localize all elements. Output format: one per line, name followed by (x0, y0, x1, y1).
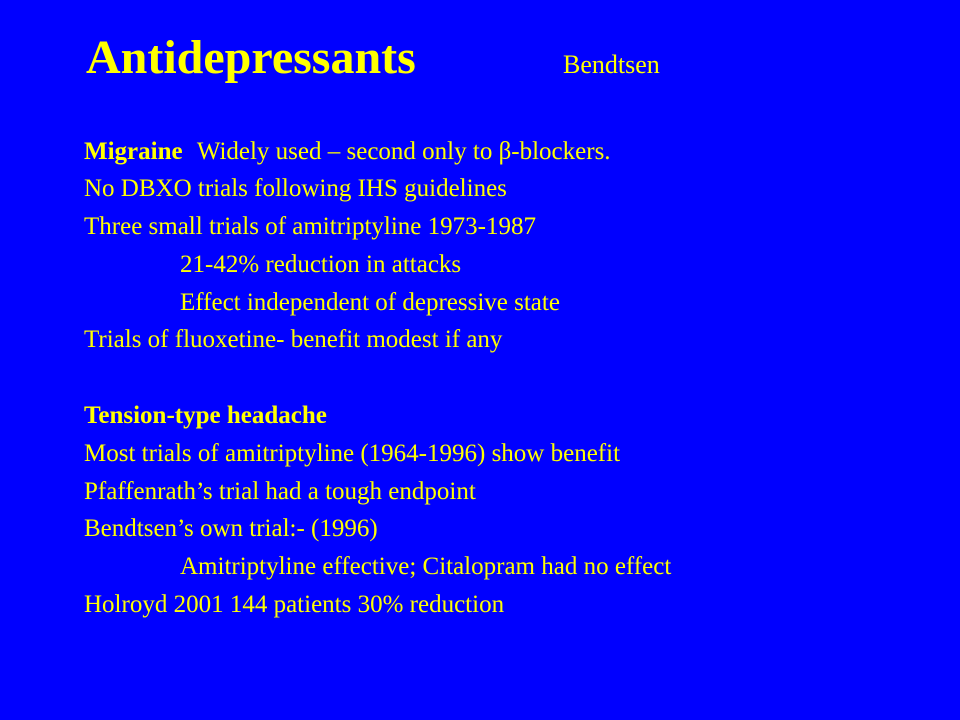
slide-author: Bendtsen (563, 50, 660, 79)
migraine-line-3: Three small trials of amitriptyline 1973-1987 (84, 213, 536, 240)
title-row (86, 31, 660, 84)
migraine-line-1-text: Widely used – second only to β-blockers. (196, 138, 611, 165)
migraine-line-6: Trials of fluoxetine- benefit modest if any (84, 326, 503, 353)
migraine-line-4: 21-42% reduction in attacks (180, 251, 462, 278)
migraine-line-5: Effect independent of depressive state (180, 289, 560, 316)
migraine-line-1 (84, 139, 611, 164)
tension-line-5: Holroyd 2001 144 patients 30% reduction (84, 591, 505, 618)
tension-line-2: Pfaffenrath’s trial had a tough endpoint (84, 478, 476, 505)
tension-line-3: Bendtsen’s own trial:- (1996) (84, 515, 378, 542)
tension-heading: Tension-type headache (84, 402, 327, 429)
tension-line-4: Amitriptyline effective; Citalopram had no effect (180, 553, 672, 580)
slide-title: Antidepressants (86, 31, 416, 84)
tension-line-1: Most trials of amitriptyline (1964-1996) show benefit (84, 440, 621, 467)
migraine-line-2: No DBXO trials following IHS guidelines (84, 175, 507, 202)
migraine-heading: Migraine (84, 138, 183, 165)
